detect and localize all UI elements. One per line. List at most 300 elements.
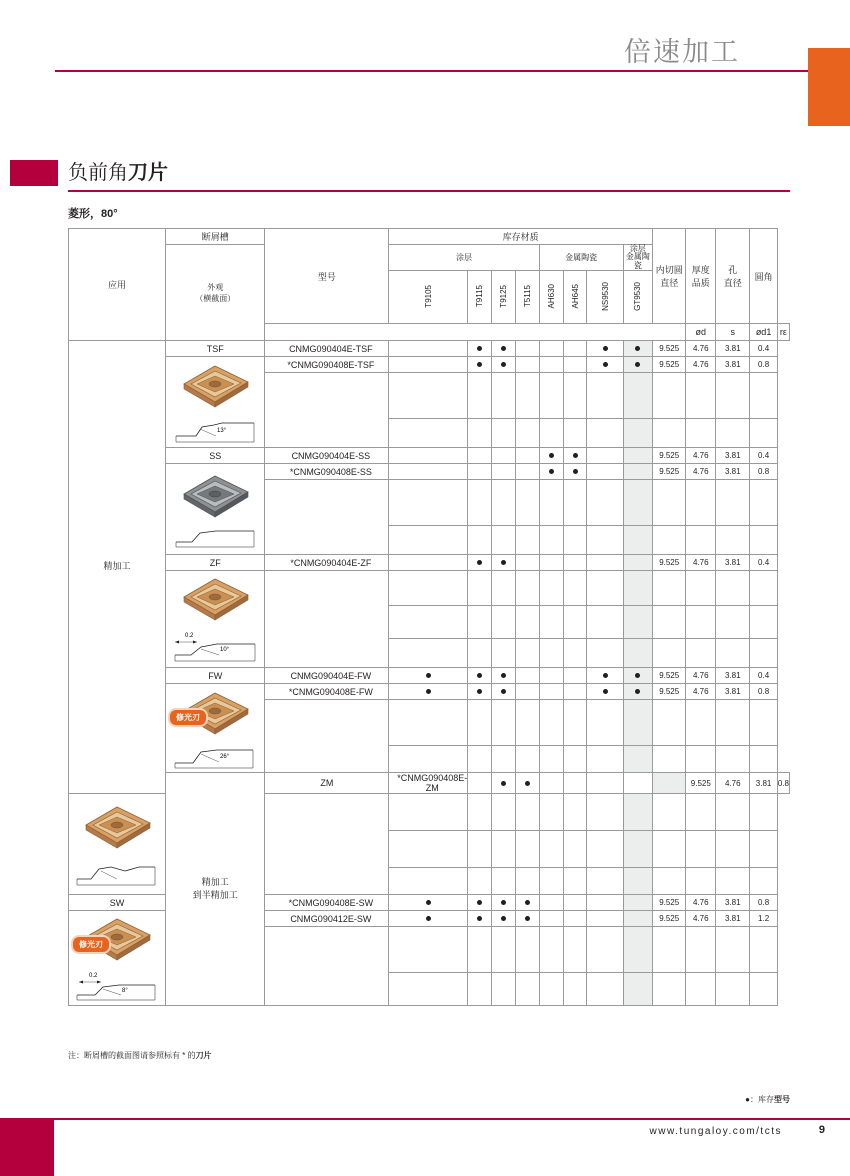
grade-blank	[623, 373, 653, 419]
grade-mark	[539, 448, 563, 464]
grade-mark	[539, 911, 563, 927]
grade-col-t9115	[468, 271, 492, 324]
grade-blank	[623, 973, 653, 1006]
value-blank	[716, 868, 750, 895]
grade-blank	[563, 973, 587, 1006]
grade-blank	[563, 746, 587, 773]
grade-blank	[623, 927, 653, 973]
grade-blank	[539, 700, 563, 746]
header-hole-line1: 孔	[728, 265, 738, 276]
grade-blank	[515, 526, 539, 555]
application-label-line2: 到半精加工	[192, 890, 238, 901]
header-coated-cermet-line1: 涂层	[629, 244, 646, 253]
grade-mark	[515, 448, 539, 464]
grade-blank	[515, 927, 539, 973]
value-blank	[716, 794, 750, 831]
grade-blank	[563, 639, 587, 668]
grade-mark	[492, 773, 516, 794]
grade-blank	[587, 794, 623, 831]
value-blank	[653, 831, 686, 868]
grade-mark	[623, 448, 653, 464]
symbol-d: ød	[686, 324, 716, 341]
grade-mark	[539, 895, 563, 911]
value-d1: 3.81	[716, 448, 750, 464]
wiper-badge-sw	[71, 931, 111, 954]
value-blank	[750, 700, 778, 746]
application-finishing-to-semifinishing	[166, 773, 265, 1006]
grade-blank	[389, 973, 468, 1006]
grade-blank	[389, 606, 468, 639]
value-blank	[686, 746, 716, 773]
value-d1: 3.81	[716, 341, 750, 357]
grade-mark	[539, 773, 563, 794]
grade-blank	[539, 526, 563, 555]
grade-blank	[539, 868, 563, 895]
value-blank	[750, 973, 778, 1006]
model-cell: CNMG090404E-TSF	[265, 341, 389, 357]
value-d: 9.525	[653, 911, 686, 927]
chipbreaker-sw: SW	[69, 895, 166, 911]
grade-mark	[587, 773, 623, 794]
grade-blank	[515, 794, 539, 831]
footer-rule	[0, 1118, 850, 1120]
header-coated-cermet	[623, 245, 653, 271]
value-d: 9.525	[653, 464, 686, 480]
grade-blank	[539, 571, 563, 606]
grade-blank	[492, 794, 516, 831]
value-blank	[653, 571, 686, 606]
grade-mark	[587, 555, 623, 571]
value-d: 9.525	[653, 555, 686, 571]
grade-blank	[515, 973, 539, 1006]
grade-blank	[587, 639, 623, 668]
value-blank	[750, 526, 778, 555]
grade-mark	[492, 448, 516, 464]
value-re: 0.8	[750, 357, 778, 373]
wiper-badge-label: 修光刃	[168, 708, 208, 727]
grade-mark	[563, 448, 587, 464]
grade-blank	[623, 606, 653, 639]
value-blank	[750, 639, 778, 668]
grade-mark	[515, 684, 539, 700]
grade-mark	[492, 895, 516, 911]
grade-blank	[389, 746, 468, 773]
table-row	[69, 341, 790, 357]
symbol-re: rε	[777, 324, 789, 341]
header-model: 型号	[265, 229, 389, 324]
value-s: 4.76	[716, 773, 750, 794]
grade-blank	[539, 639, 563, 668]
svg-text:13°: 13°	[217, 428, 227, 435]
grade-mark	[623, 555, 653, 571]
grade-blank	[492, 526, 516, 555]
model-cell: CNMG090412E-SW	[265, 911, 389, 927]
application-finishing: 精加工	[69, 341, 166, 794]
value-blank	[750, 373, 778, 419]
grade-label: T9115	[475, 285, 485, 308]
grade-mark	[623, 464, 653, 480]
header-thickness	[686, 229, 716, 324]
grade-mark	[563, 684, 587, 700]
grade-mark	[539, 555, 563, 571]
value-blank	[686, 571, 716, 606]
grade-mark	[468, 668, 492, 684]
section-rule	[68, 190, 790, 192]
value-d: 9.525	[653, 684, 686, 700]
model-cell: CNMG090404E-FW	[265, 668, 389, 684]
grade-blank	[623, 746, 653, 773]
table-legend	[745, 1094, 790, 1105]
value-blank	[653, 526, 686, 555]
grade-mark	[515, 895, 539, 911]
grade-blank	[468, 419, 492, 448]
grade-blank	[539, 606, 563, 639]
grade-blank	[468, 868, 492, 895]
header-appearance	[166, 245, 265, 341]
header-title: 倍速加工	[624, 37, 740, 67]
value-blank	[750, 606, 778, 639]
value-blank	[750, 927, 778, 973]
grade-mark	[389, 464, 468, 480]
chipbreaker-tsf: TSF	[166, 341, 265, 357]
value-blank	[686, 373, 716, 419]
value-s: 4.76	[686, 448, 716, 464]
legend-text: ：库存	[750, 1095, 774, 1104]
grade-blank	[389, 639, 468, 668]
grade-blank	[492, 700, 516, 746]
grade-blank	[587, 571, 623, 606]
value-re: 0.4	[750, 668, 778, 684]
grade-mark	[468, 911, 492, 927]
value-d1: 3.81	[716, 464, 750, 480]
value-re: 0.8	[750, 684, 778, 700]
svg-text:0.2: 0.2	[185, 633, 194, 640]
section-view-zm	[71, 855, 163, 889]
grade-mark	[623, 668, 653, 684]
header-ic-line1: 内切圆	[655, 265, 683, 276]
model-cell: *CNMG090404E-ZF	[265, 555, 389, 571]
header-coated-cermet-line2: 金属陶瓷	[625, 252, 650, 270]
grade-mark	[468, 357, 492, 373]
header-application: 应用	[69, 229, 166, 341]
section-title-prefix: 负前角	[68, 162, 128, 184]
figure-zm	[69, 794, 166, 895]
value-blank	[686, 973, 716, 1006]
value-blank	[686, 419, 716, 448]
svg-text:0.2: 0.2	[89, 973, 98, 980]
grade-mark	[563, 341, 587, 357]
section-view-tsf	[170, 412, 260, 446]
grade-blank	[468, 373, 492, 419]
header-corner-radius: 圆角	[750, 229, 778, 324]
grade-blank	[389, 868, 468, 895]
application-label-line1: 精加工	[201, 876, 229, 887]
grade-mark	[389, 357, 468, 373]
page-title	[68, 156, 168, 185]
value-blank	[686, 868, 716, 895]
grade-blank	[389, 373, 468, 419]
grade-blank	[623, 700, 653, 746]
value-blank	[686, 794, 716, 831]
grade-blank	[492, 868, 516, 895]
header-cermet: 金属陶瓷	[539, 245, 623, 271]
value-blank	[686, 526, 716, 555]
grade-blank	[389, 794, 468, 831]
section-view-sw	[69, 967, 165, 1005]
grade-mark	[515, 341, 539, 357]
value-d: 9.525	[653, 668, 686, 684]
value-blank	[750, 794, 778, 831]
section-view-zf	[167, 627, 263, 667]
value-blank	[686, 831, 716, 868]
header-side-tab	[808, 48, 850, 126]
model-cell: *CNMG090408E-FW	[265, 684, 389, 700]
grade-mark	[492, 911, 516, 927]
header-coating: 涂层	[389, 245, 540, 271]
value-s: 4.76	[686, 341, 716, 357]
grade-blank	[563, 606, 587, 639]
grade-mark	[389, 684, 468, 700]
grade-col-t9105	[389, 271, 468, 324]
value-d1: 3.81	[716, 911, 750, 927]
figure-sw	[69, 911, 166, 1006]
grade-mark	[623, 895, 653, 911]
header-chipbreaker: 断屑槽	[166, 229, 265, 245]
grade-mark	[539, 684, 563, 700]
insert-3d-tsf	[178, 362, 252, 412]
grade-blank	[468, 606, 492, 639]
grade-blank	[468, 746, 492, 773]
grade-label: T5115	[522, 285, 532, 308]
grade-mark	[587, 341, 623, 357]
header-hole-diameter	[716, 229, 750, 324]
grade-blank	[515, 373, 539, 419]
value-blank	[716, 973, 750, 1006]
value-blank	[716, 606, 750, 639]
value-blank	[653, 794, 686, 831]
insert-3d-zm	[80, 803, 154, 855]
value-d1: 3.81	[750, 773, 778, 794]
grade-blank	[587, 868, 623, 895]
grade-blank	[468, 526, 492, 555]
grade-blank	[563, 480, 587, 526]
value-blank	[653, 927, 686, 973]
figure-tsf	[166, 357, 265, 448]
value-blank	[653, 973, 686, 1006]
grade-blank	[587, 526, 623, 555]
grade-mark	[389, 341, 468, 357]
grade-blank	[468, 794, 492, 831]
grade-mark	[539, 464, 563, 480]
footer-accent-bar	[0, 1118, 54, 1176]
header-appearance-line2: （横截面）	[195, 293, 236, 303]
value-d: 9.525	[686, 773, 716, 794]
grade-label: AH630	[546, 283, 556, 309]
header-hole-line2: 直径	[723, 278, 742, 289]
value-blank	[653, 373, 686, 419]
section-accent-bar	[10, 160, 58, 186]
table-row	[69, 555, 790, 571]
grade-mark	[389, 895, 468, 911]
value-re: 0.8	[750, 464, 778, 480]
value-s: 4.76	[686, 555, 716, 571]
insert-3d-ss	[178, 472, 252, 524]
grade-label: AH645	[570, 283, 580, 309]
grade-blank	[515, 419, 539, 448]
value-blank	[686, 480, 716, 526]
grade-blank	[587, 606, 623, 639]
grade-blank	[587, 419, 623, 448]
grade-mark	[539, 357, 563, 373]
value-re: 1.2	[750, 911, 778, 927]
table-row-spacer	[69, 571, 790, 606]
grade-mark	[563, 911, 587, 927]
value-blank	[716, 746, 750, 773]
grade-blank	[468, 927, 492, 973]
grade-mark	[539, 341, 563, 357]
grade-mark	[515, 464, 539, 480]
model-cell: *CNMG090408E-SS	[265, 464, 389, 480]
grade-mark	[563, 668, 587, 684]
grade-col-ah630	[539, 271, 563, 324]
value-blank	[750, 571, 778, 606]
chipbreaker-zf: ZF	[166, 555, 265, 571]
grade-col-t5115	[515, 271, 539, 324]
grade-blank	[492, 746, 516, 773]
value-blank	[750, 746, 778, 773]
value-blank	[716, 419, 750, 448]
grade-mark	[492, 684, 516, 700]
value-re: 0.4	[750, 448, 778, 464]
grade-mark	[492, 357, 516, 373]
grade-blank	[515, 700, 539, 746]
grade-blank	[539, 973, 563, 1006]
value-blank	[653, 606, 686, 639]
value-blank	[716, 639, 750, 668]
grade-blank	[492, 973, 516, 1006]
grade-blank	[623, 868, 653, 895]
grade-blank	[515, 746, 539, 773]
grade-blank	[468, 973, 492, 1006]
table-note	[68, 1050, 212, 1061]
grade-mark	[389, 555, 468, 571]
value-blank	[750, 831, 778, 868]
value-s: 4.76	[686, 684, 716, 700]
value-s: 4.76	[686, 668, 716, 684]
header-ic-line2: 直径	[660, 278, 679, 289]
grade-blank	[539, 746, 563, 773]
value-blank	[686, 927, 716, 973]
grade-blank	[539, 831, 563, 868]
table-row	[69, 773, 790, 794]
model-blank	[265, 794, 389, 895]
section-view-fw	[169, 741, 261, 771]
footer-url[interactable]: www.tungaloy.com/tcts	[649, 1126, 782, 1137]
figure-fw	[166, 684, 265, 773]
grade-mark	[468, 773, 492, 794]
grade-mark	[587, 357, 623, 373]
value-s: 4.76	[686, 911, 716, 927]
insert-3d-zf	[178, 575, 252, 627]
value-d1: 3.81	[716, 357, 750, 373]
grade-mark	[623, 341, 653, 357]
note-bold: 刀片	[195, 1051, 212, 1060]
grade-blank	[492, 373, 516, 419]
value-blank	[716, 373, 750, 419]
model-blank	[265, 373, 389, 448]
page-number: 9	[818, 1124, 825, 1136]
model-blank	[265, 480, 389, 555]
grade-blank	[468, 700, 492, 746]
grade-blank	[492, 606, 516, 639]
grade-blank	[515, 868, 539, 895]
value-blank	[716, 526, 750, 555]
shape-label: 菱形，80°	[68, 208, 118, 220]
value-blank	[653, 700, 686, 746]
value-blank	[750, 419, 778, 448]
value-blank	[653, 868, 686, 895]
value-s: 4.76	[686, 464, 716, 480]
value-blank	[716, 700, 750, 746]
grade-mark	[468, 448, 492, 464]
grade-blank	[539, 927, 563, 973]
svg-text:10°: 10°	[220, 647, 230, 654]
grade-blank	[389, 700, 468, 746]
table-row	[69, 464, 790, 480]
chipbreaker-fw: FW	[166, 668, 265, 684]
grade-blank	[623, 794, 653, 831]
grade-blank	[492, 639, 516, 668]
grade-blank	[389, 927, 468, 973]
grade-blank	[563, 794, 587, 831]
header-rule	[55, 70, 810, 72]
grade-mark	[389, 448, 468, 464]
value-re: 0.8	[750, 895, 778, 911]
grade-blank	[587, 373, 623, 419]
grade-mark	[563, 773, 587, 794]
value-d: 9.525	[653, 895, 686, 911]
model-cell: CNMG090404E-SS	[265, 448, 389, 464]
value-d1: 3.81	[716, 555, 750, 571]
grade-blank	[539, 480, 563, 526]
figure-zf	[166, 571, 265, 668]
grade-blank	[515, 606, 539, 639]
grade-blank	[389, 526, 468, 555]
grade-blank	[587, 973, 623, 1006]
grade-blank	[515, 831, 539, 868]
grade-mark	[587, 668, 623, 684]
grade-col-ns9530	[587, 271, 623, 324]
value-d1: 3.81	[716, 895, 750, 911]
value-blank	[716, 831, 750, 868]
model-blank	[265, 700, 389, 773]
grade-mark	[623, 911, 653, 927]
grade-blank	[539, 373, 563, 419]
header-thick-line2: 品质	[691, 278, 710, 289]
grade-blank	[563, 700, 587, 746]
grade-mark	[468, 464, 492, 480]
grade-mark	[468, 684, 492, 700]
grade-mark	[492, 555, 516, 571]
grade-blank	[539, 419, 563, 448]
grade-col-t9125	[492, 271, 516, 324]
grade-blank	[563, 868, 587, 895]
grade-blank	[468, 831, 492, 868]
value-blank	[653, 419, 686, 448]
grade-mark	[563, 555, 587, 571]
section-title-bold: 刀片	[128, 162, 168, 184]
grade-blank	[563, 927, 587, 973]
